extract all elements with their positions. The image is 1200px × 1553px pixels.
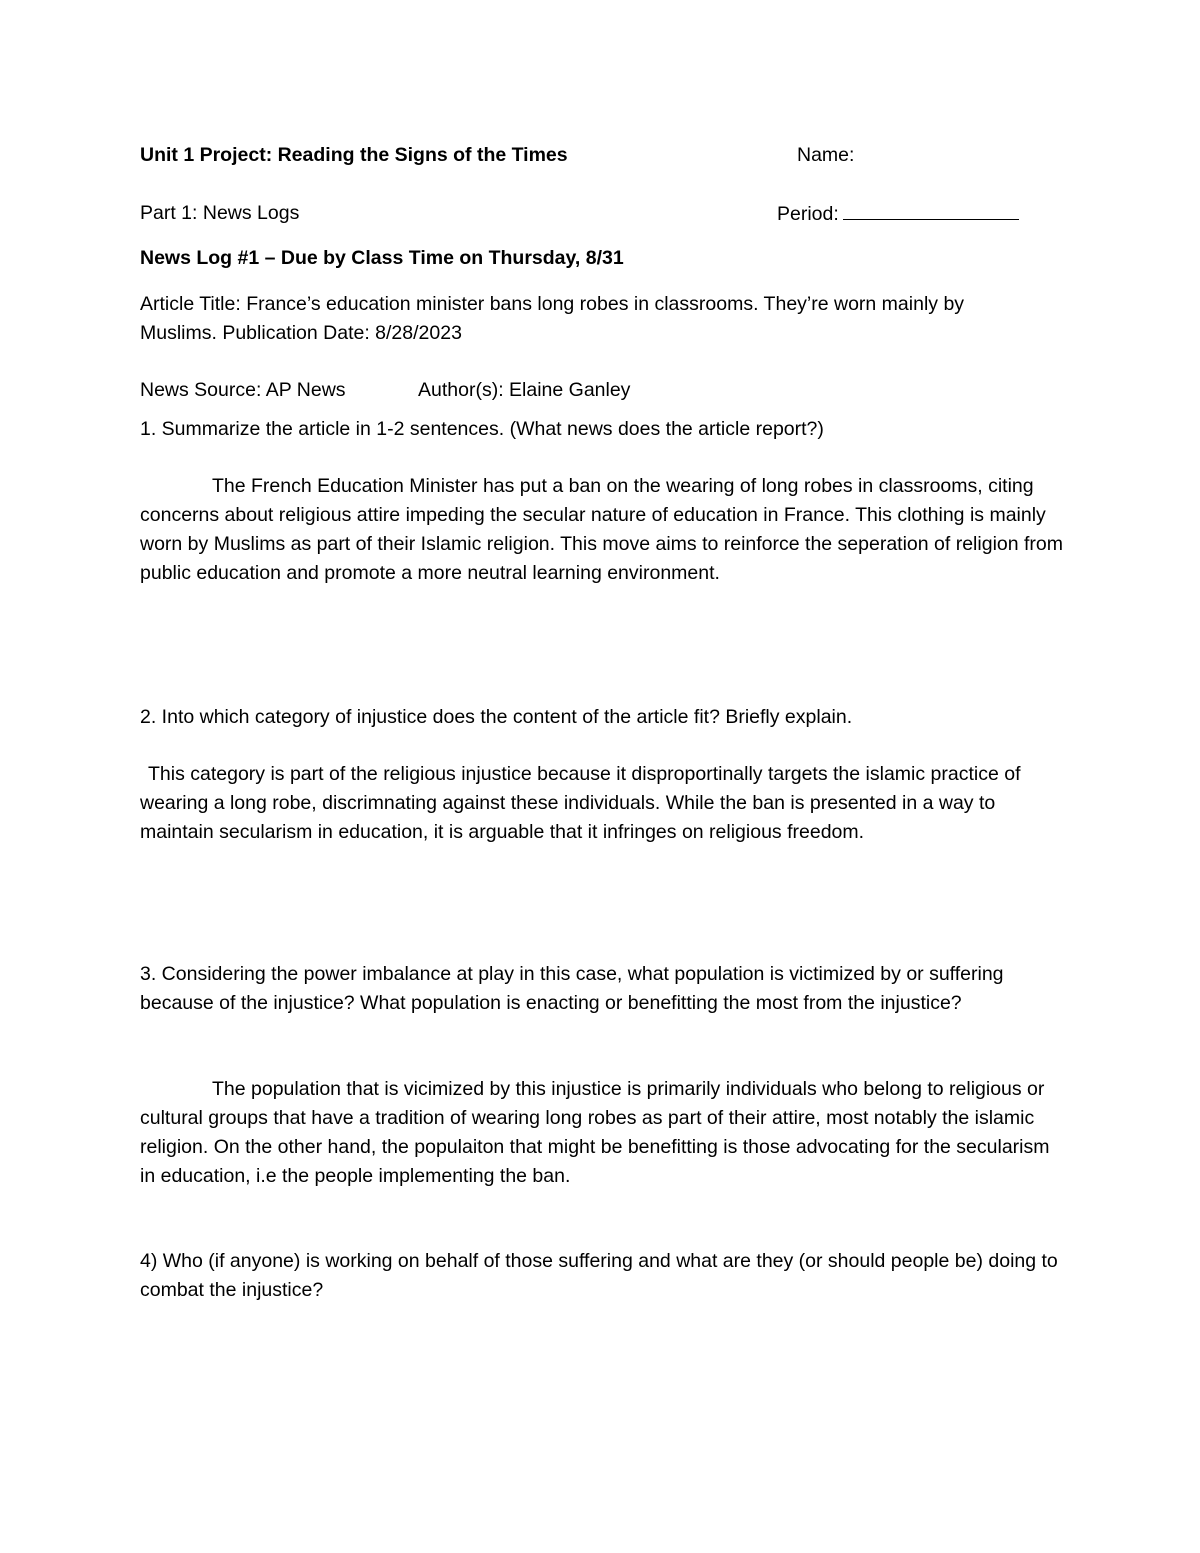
news-source: News Source: AP News bbox=[140, 379, 346, 401]
authors: Author(s): Elaine Ganley bbox=[418, 379, 631, 401]
answer-3: The population that is vicimized by this injustice is primarily individuals who belong to religious or cultural groups that have a tradition of wearing long robes as part of their attire, most notably the islamic religion. On the other hand, the populaiton that might be benefitting is those advocating for the secularism in education, i.e the people implementing the ban. bbox=[140, 1078, 1050, 1187]
answer-2: This category is part of the religious injustice because it disproportinally targets the islamic practice of wearing a long robe, discrimnating against these individuals. While the ban is presented in a way to maintain secularism in education, it is arguable that it infringes on religious freedom. bbox=[140, 763, 1021, 843]
period-label: Period: bbox=[777, 203, 839, 225]
period-field bbox=[777, 199, 1019, 229]
part-label: Part 1: News Logs bbox=[140, 202, 300, 224]
article-title-line-1: Article Title: France’s education minister bans long robes in classrooms. They’re worn mainly by bbox=[140, 293, 965, 315]
period-blank-line bbox=[843, 199, 1019, 220]
document-title: Unit 1 Project: Reading the Signs of the Times bbox=[140, 144, 568, 166]
question-1: 1. Summarize the article in 1-2 sentences. (What news does the article report?) bbox=[140, 418, 824, 440]
question-2: 2. Into which category of injustice does the content of the article fit? Briefly explain. bbox=[140, 706, 853, 728]
name-label: Name: bbox=[797, 144, 855, 166]
news-log-heading: News Log #1 – Due by Class Time on Thursday, 8/31 bbox=[140, 247, 624, 269]
article-title-line-2: Muslims. Publication Date: 8/28/2023 bbox=[140, 322, 462, 344]
question-4: 4) Who (if anyone) is working on behalf of those suffering and what are they (or should people be) doing to combat the injustice? bbox=[140, 1250, 1058, 1301]
question-3: 3. Considering the power imbalance at play in this case, what population is victimized by or suffering because of the injustice? What population is enacting or benefitting the most from the injustice? bbox=[140, 963, 1004, 1014]
answer-1: The French Education Minister has put a ban on the wearing of long robes in classrooms, citing concerns about religious attire impeding the secular nature of education in France. This clothing is mainly worn by Muslims as part of their Islamic religion. This move aims to reinforce the seperation of religion from public education and promote a more neutral learning environment. bbox=[140, 475, 1064, 584]
